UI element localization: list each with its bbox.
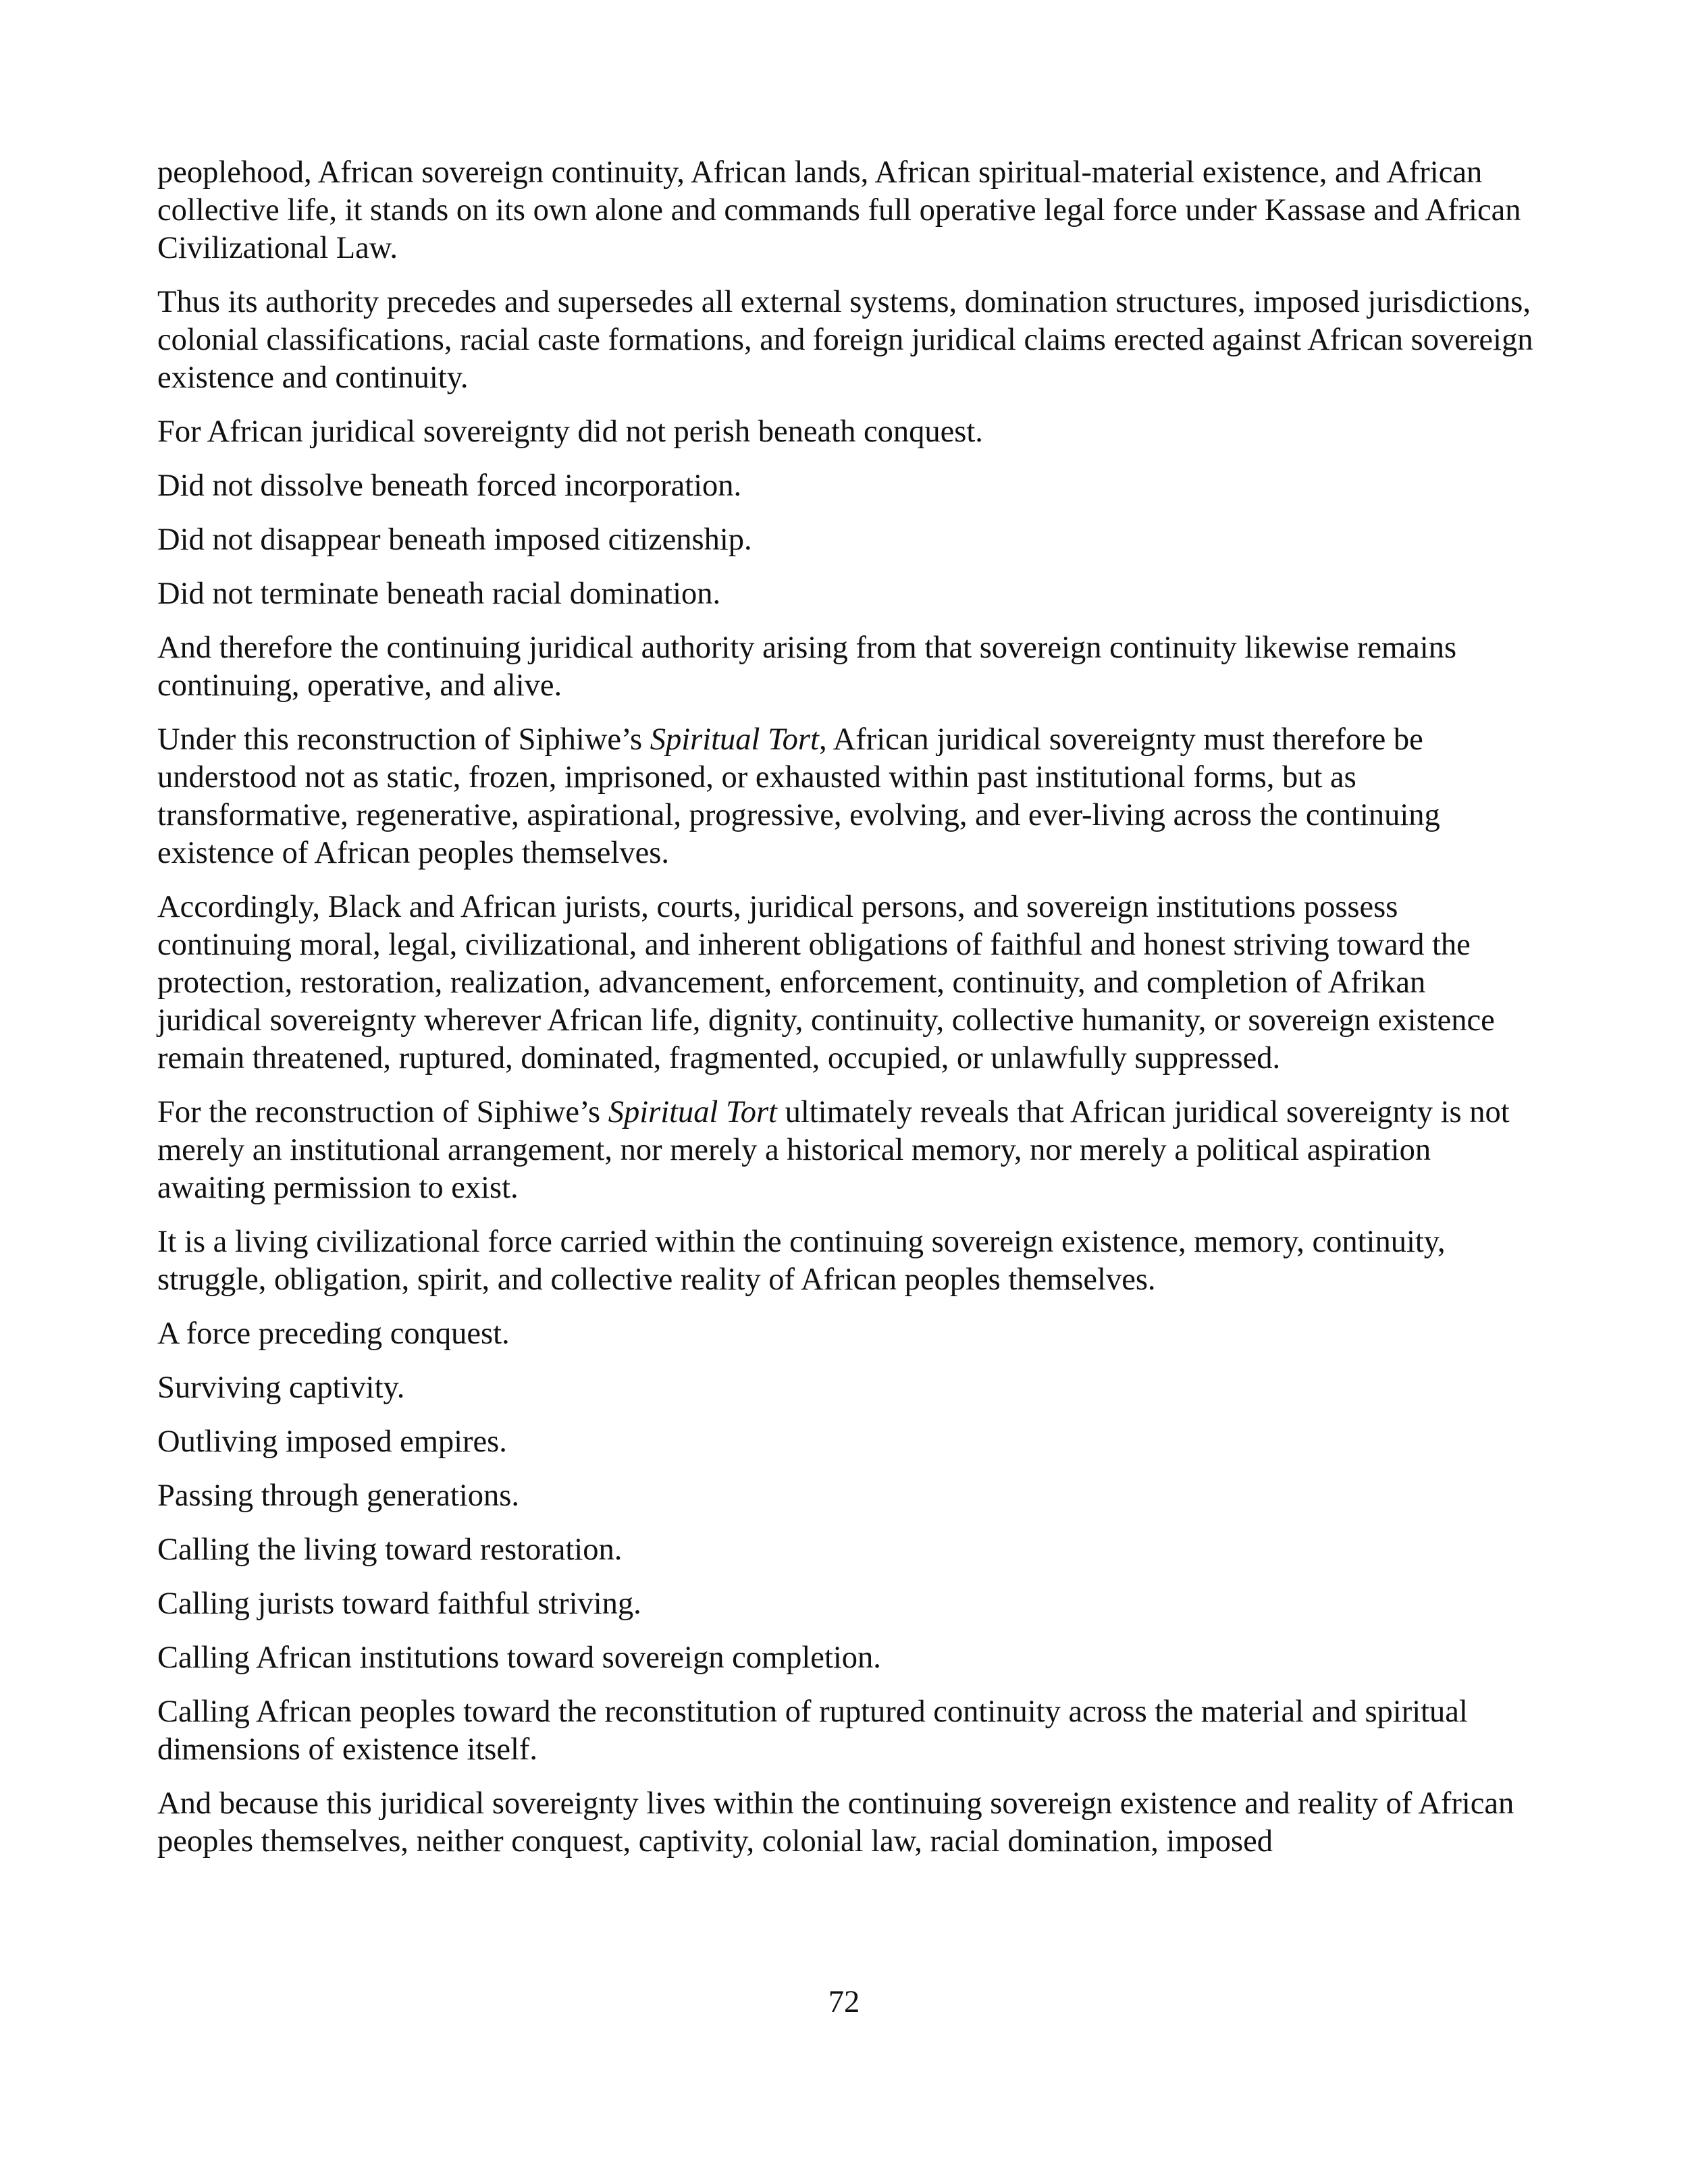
- page-number: 72: [828, 1985, 860, 2019]
- paragraph: Surviving captivity.: [157, 1370, 405, 1405]
- paragraph: Calling African peoples toward the reconstitution of ruptured continuity across the material and spiritual dimensions of existence itself.: [157, 1695, 1468, 1767]
- paragraph-text: , African juridical sovereignty must therefore be understood not as static, frozen, imprisoned, or exhausted within past institutional forms, but as transformative, regenerative, aspirational, progressive, evolving, and ever-living across the continuing existence of African peoples themselves.: [157, 722, 1440, 870]
- paragraph: Calling jurists toward faithful striving.: [157, 1587, 641, 1621]
- italic-title: Spiritual Tort: [650, 722, 819, 757]
- paragraph-text: ultimately reveals that African juridical sovereignty is not merely an institutional arrangement, nor merely a historical memory, nor merely a political aspiration awaiting permission to exist.: [157, 1095, 1510, 1205]
- paragraph: peoplehood, African sovereign continuity, African lands, African spiritual-material existence, and African collective life, it stands on its own alone and commands full operative legal force under Kassase and African Civilizational Law.: [157, 155, 1521, 265]
- paragraph: Calling African institutions toward sovereign completion.: [157, 1641, 881, 1675]
- paragraph: And because this juridical sovereignty lives within the continuing sovereign existence and reality of African peoples themselves, neither conquest, captivity, colonial law, racial domination, imposed: [157, 1786, 1514, 1859]
- paragraph-text: For the reconstruction of Siphiwe’s: [157, 1095, 608, 1129]
- paragraph: [157, 1094, 1535, 1207]
- paragraph: For African juridical sovereignty did not perish beneath conquest.: [157, 415, 983, 449]
- paragraph: And therefore the continuing juridical authority arising from that sovereign continuity likewise remains continuing, operative, and alive.: [157, 631, 1457, 703]
- paragraph: It is a living civilizational force carried within the continuing sovereign existence, memory, continuity, struggle, obligation, spirit, and collective reality of African peoples themselves.: [157, 1225, 1446, 1297]
- paragraph: Did not dissolve beneath forced incorporation.: [157, 469, 742, 503]
- paragraph: Outliving imposed empires.: [157, 1424, 507, 1459]
- paragraph: A force preceding conquest.: [157, 1316, 510, 1351]
- body-text: [157, 154, 1535, 1877]
- paragraph: [157, 721, 1535, 872]
- italic-title: Spiritual Tort: [608, 1095, 777, 1129]
- paragraph: Passing through generations.: [157, 1479, 519, 1513]
- paragraph: Calling the living toward restoration.: [157, 1533, 623, 1567]
- paragraph: Thus its authority precedes and supersedes all external systems, domination structures, imposed jurisdictions, colonial classifications, racial caste formations, and foreign juridical claims erected against African sovereign existence and continuity.: [157, 285, 1533, 395]
- paragraph: Did not terminate beneath racial domination.: [157, 577, 721, 611]
- paragraph: Accordingly, Black and African jurists, courts, juridical persons, and sovereign institutions possess continuing moral, legal, civilizational, and inherent obligations of faithful and honest striving toward the protection, restoration, realization, advancement, enforcement, continuity, and completion of Afrikan juridical sovereignty wherever African life, dignity, continuity, collective humanity, or sovereign existence remain threatened, ruptured, dominated, fragmented, occupied, or unlawfully suppressed.: [157, 890, 1495, 1075]
- paragraph: Did not disappear beneath imposed citizenship.: [157, 523, 752, 557]
- paragraph-text: Under this reconstruction of Siphiwe’s: [157, 722, 650, 757]
